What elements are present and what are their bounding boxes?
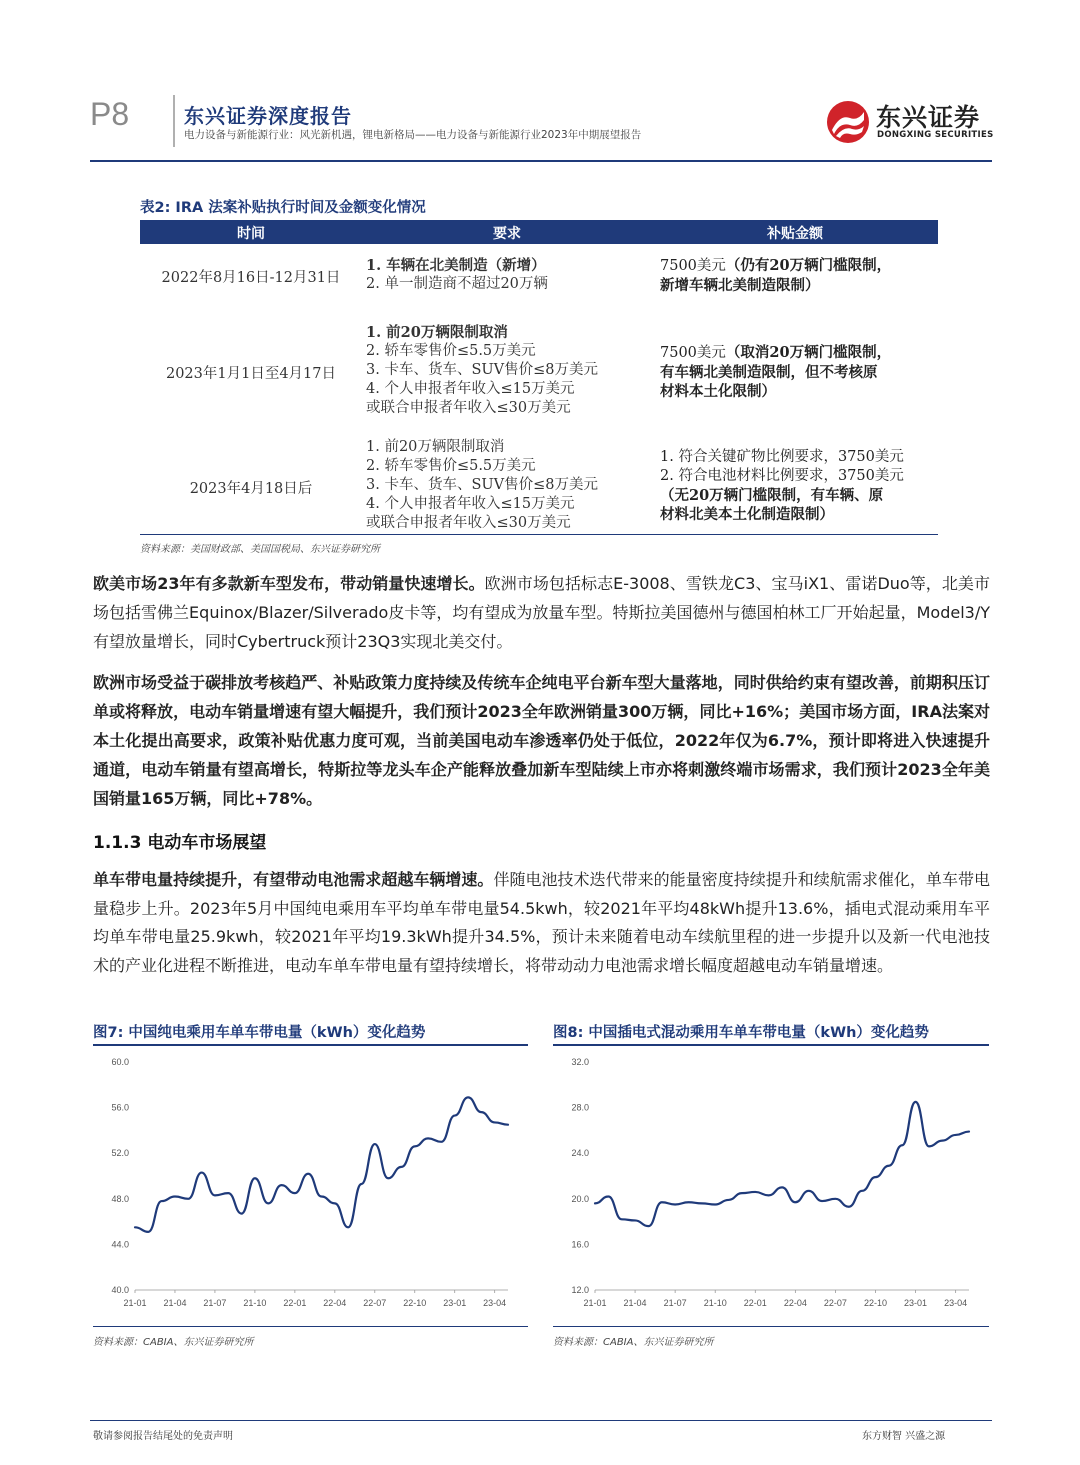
table-row-requirement: [366, 323, 598, 418]
paragraph-market-outlook: 欧洲市场受益于碳排放考核趋严、补贴政策力度持续及传统车企纯电平台新车型大量落地，同时供给约束有望改善，前期积压订单或将释放，电动车销量增速有望大幅提升，我们预计2023全年欧洲销量300万辆，同比+16%；美国市场方面，IRA法案对本土化提出高要求，政策补贴优惠力度可观，当前美国电动车渗透率仍处于低位，2022年仅为6.7%，预计即将进入快速提升通道，电动车销量有望高增长，特斯拉等龙头车企产能释放叠加新车型陆续上市亦将刺激终端市场需求，我们预计2023全年美国销量165万辆，同比+78%。: [93, 673, 990, 808]
x-tick-label: 21-10: [243, 1298, 267, 1308]
figure-8-top-rule: [553, 1044, 989, 1046]
amount-line: 2. 符合电池材料比例要求，3750美元: [660, 468, 904, 484]
table-row-time: 2023年1月1日至4月17日: [165, 366, 337, 382]
x-tick-label: 21-01: [583, 1298, 607, 1308]
req-line: 2. 轿车零售价≤5.5万美元: [366, 343, 536, 359]
paragraph-battery-capacity: [93, 866, 990, 980]
table-caption: 表2: IRA 法案补贴执行时间及金额变化情况: [140, 200, 426, 216]
x-tick-label: 22-01: [743, 1298, 767, 1308]
req-line: 1. 车辆在北美制造（新增）: [366, 257, 546, 274]
figure-8-source: 资料来源：CABIA、东兴证券研究所: [553, 1337, 714, 1348]
amount-note: 材料本土化限制）: [660, 383, 776, 400]
table-row-amount: [660, 256, 891, 295]
table-row-amount: [660, 448, 904, 524]
x-tick-label: 21-07: [203, 1298, 227, 1308]
paragraph-lead: 单车带电量持续提升，有望带动电池需求超越车辆增速。: [93, 870, 494, 889]
table-header-amount: 补贴金额: [767, 226, 823, 242]
table-header-requirement: 要求: [493, 226, 521, 242]
page-number: P8: [90, 96, 130, 132]
table-header-time: 时间: [237, 226, 265, 242]
amount-line: 1. 符合关键矿物比例要求，3750美元: [660, 449, 904, 465]
table-bottom-rule: [140, 534, 938, 535]
footer-rule: [90, 1420, 992, 1421]
figure-7-top-rule: [93, 1044, 528, 1046]
req-line: 2. 轿车零售价≤5.5万美元: [366, 458, 536, 474]
table-source: 资料来源：美国财政部、美国国税局、东兴证券研究所: [140, 544, 380, 555]
table-row-amount: [660, 343, 891, 401]
x-tick-label: 21-01: [123, 1298, 147, 1308]
y-tick-label: 60.0: [111, 1057, 129, 1067]
x-tick-label: 22-07: [363, 1298, 387, 1308]
paragraph-body: 欧洲市场包括标志E-3008、雪铁龙C3、宝马iX1、雷诺Duo等，北美市场包括雪佛兰Equinox/Blazer/Silverado皮卡等，均有望成为放量车型。特斯拉美国德州与德国柏林工厂开始起量，Model3/Y有望放量增长，同时Cybertruck预计23Q3实现北美交付。: [93, 574, 990, 651]
figure-7-source: 资料来源：CABIA、东兴证券研究所: [93, 1337, 254, 1348]
y-tick-label: 20.0: [571, 1193, 589, 1204]
amount-value: 7500美元: [660, 258, 726, 274]
x-tick-label: 23-01: [443, 1298, 467, 1308]
x-tick-label: 22-04: [783, 1298, 807, 1308]
amount-note: （取消20万辆门槛限制，: [725, 344, 892, 361]
y-tick-label: 16.0: [571, 1239, 589, 1250]
figure-8-bottom-rule: [553, 1326, 989, 1327]
x-tick-label: 21-10: [703, 1298, 727, 1308]
logo-text-en: DONGXING SECURITIES: [877, 130, 994, 140]
x-tick-label: 22-01: [283, 1298, 307, 1308]
header-rule: [90, 160, 992, 162]
x-tick-label: 22-10: [863, 1298, 888, 1308]
req-line: 4. 个人申报者年收入≤15万美元: [366, 381, 575, 397]
x-tick-label: 23-04: [483, 1298, 507, 1308]
y-tick-label: 24.0: [571, 1148, 589, 1159]
x-tick-label: 22-07: [823, 1298, 847, 1308]
x-tick-label: 22-10: [403, 1298, 427, 1308]
figure-8-chart: [553, 1048, 989, 1323]
figure-7-bottom-rule: [93, 1326, 528, 1327]
amount-note: 材料北美本土化制造限制）: [660, 506, 834, 523]
amount-note: （无20万辆门槛限制，有车辆、原: [660, 487, 884, 504]
x-tick-label: 21-07: [663, 1298, 687, 1308]
table-row-time: 2023年4月18日后: [189, 481, 313, 497]
figure-7-chart: [93, 1048, 528, 1323]
req-line: 3. 卡车、货车、SUV售价≤8万美元: [366, 477, 598, 493]
figure-7-caption: 图7: 中国纯电乘用车单车带电量（kWh）变化趋势: [93, 1025, 426, 1041]
req-line: 1. 前20万辆限制取消: [366, 324, 508, 341]
footer-slogan: 东方财智 兴盛之源: [862, 1431, 946, 1442]
report-subtitle: 电力设备与新能源行业：风光新机遇，锂电新格局——电力设备与新能源行业2023年中期展望报告: [184, 129, 642, 141]
series-line: [595, 1102, 969, 1226]
y-tick-label: 44.0: [111, 1239, 129, 1250]
amount-value: 7500美元: [660, 345, 726, 361]
amount-note: 新增车辆北美制造限制）: [660, 277, 820, 294]
x-tick-label: 23-01: [904, 1298, 928, 1308]
req-line: 2. 单一制造商不超过20万辆: [366, 276, 548, 292]
header-divider: [173, 95, 175, 147]
req-line: 或联合申报者年收入≤30万美元: [366, 515, 571, 531]
y-tick-label: 48.0: [111, 1193, 129, 1204]
table-row-requirement: [366, 438, 598, 533]
y-tick-label: 28.0: [571, 1102, 589, 1113]
paragraph-lead: 欧美市场23年有多款新车型发布，带动销量快速增长。: [93, 574, 485, 593]
table-row-time: 2022年8月16日-12月31日: [161, 270, 341, 286]
paragraph-europe-us-models: [93, 569, 990, 656]
x-tick-label: 23-04: [944, 1298, 968, 1308]
y-tick-label: 40.0: [111, 1285, 129, 1295]
series-line: [135, 1097, 508, 1232]
x-tick-label: 21-04: [163, 1298, 187, 1308]
dongxing-logo-icon: [826, 100, 870, 144]
logo-text-cn: 东兴证券: [876, 103, 981, 132]
table-row-requirement: [366, 256, 548, 294]
req-line: 或联合申报者年收入≤30万美元: [366, 400, 571, 416]
req-line: 3. 卡车、货车、SUV售价≤8万美元: [366, 362, 598, 378]
amount-note: 有车辆北美制造限制，但不考核原: [660, 364, 878, 381]
figure-8-caption: 图8: 中国插电式混动乘用车单车带电量（kWh）变化趋势: [553, 1025, 929, 1041]
table-header: [140, 220, 938, 244]
amount-note: （仍有20万辆门槛限制，: [725, 257, 892, 274]
section-title: 1.1.3 电动车市场展望: [93, 833, 267, 853]
y-tick-label: 32.0: [571, 1057, 589, 1067]
y-tick-label: 56.0: [111, 1102, 129, 1113]
paragraph-body: 伴随电池技术迭代带来的能量密度持续提升和续航需求催化，单车带电量稳步上升。2023年5月中国纯电乘用车平均单车带电量54.5kwh，较2021年平均48kWh提升13.6%，插电式混动乘用车平均单车带电量25.9kwh，较2021年平均19.3kWh提升34.5%，预计未来随着电动车续航里程的进一步提升以及新一代电池技术的产业化进程不断推进，电动车单车带电量有望持续增长，将带动动力电池需求增长幅度超越电动车销量增速。: [93, 870, 990, 975]
report-title: 东兴证券深度报告: [184, 104, 352, 128]
x-tick-label: 21-04: [623, 1298, 647, 1308]
y-tick-label: 12.0: [571, 1285, 589, 1295]
footer-disclaimer: 敬请参阅报告结尾处的免责声明: [93, 1431, 233, 1442]
x-tick-label: 22-04: [323, 1298, 347, 1308]
req-line: 1. 前20万辆限制取消: [366, 439, 505, 455]
req-line: 4. 个人申报者年收入≤15万美元: [366, 496, 575, 512]
y-tick-label: 52.0: [111, 1148, 129, 1159]
